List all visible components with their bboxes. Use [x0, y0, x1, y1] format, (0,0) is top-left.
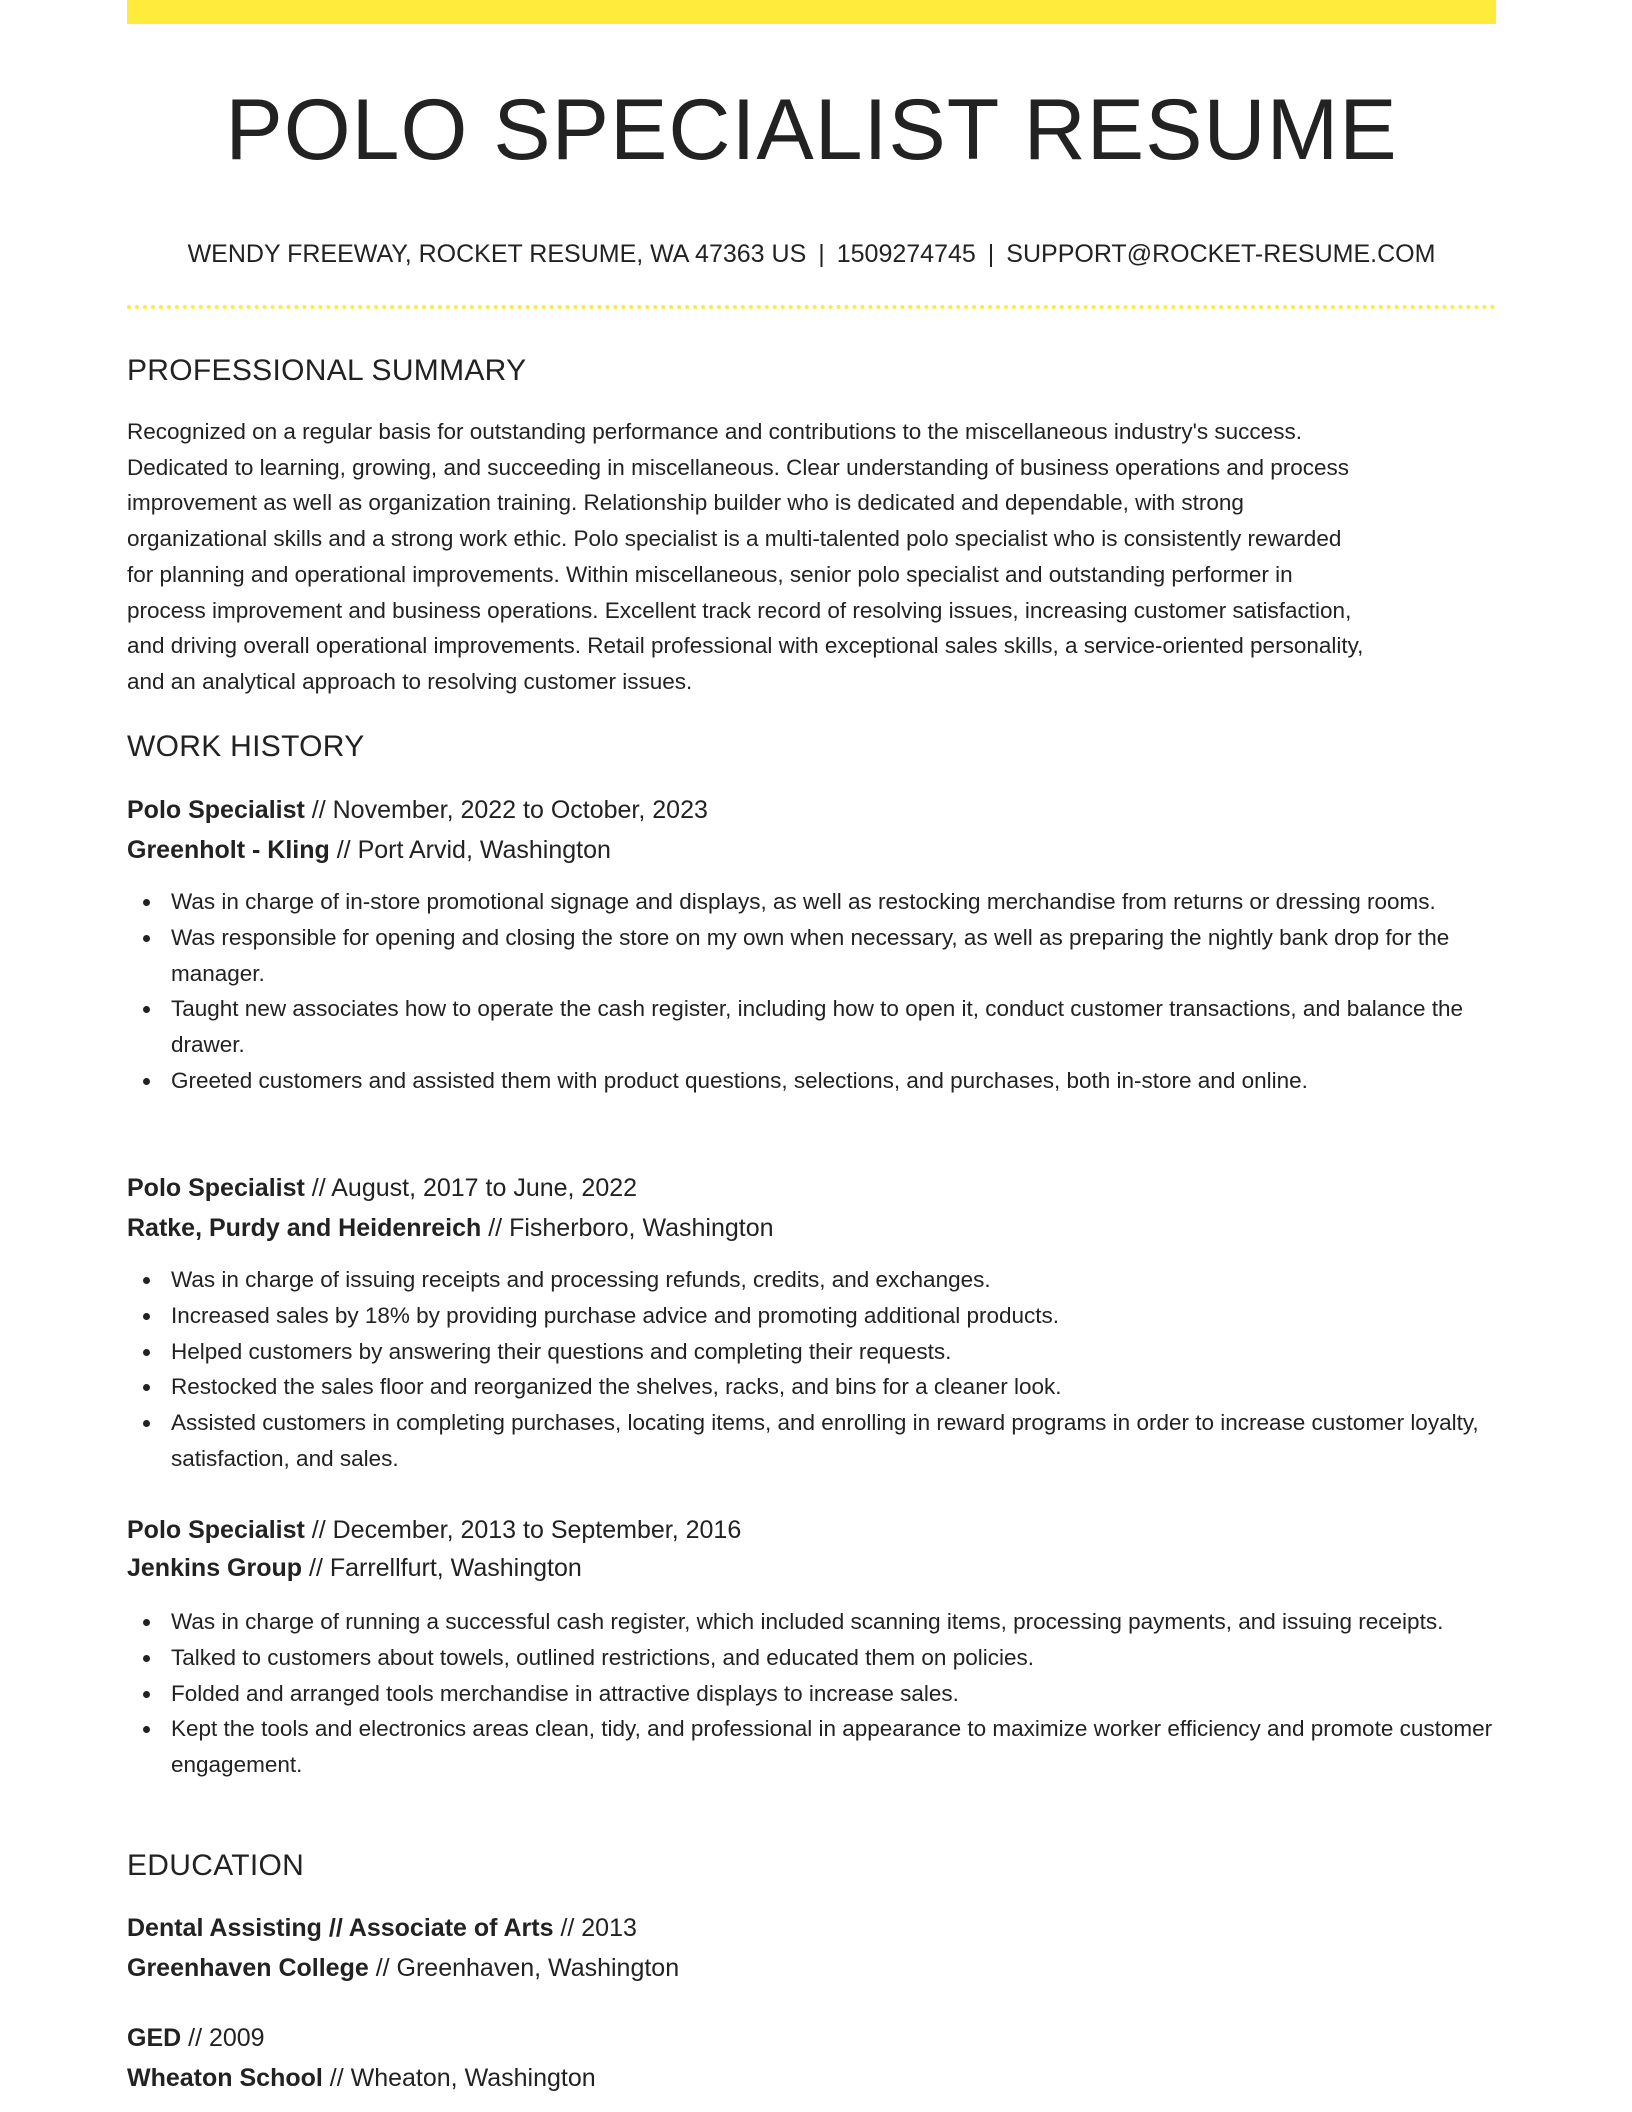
list-item: Was in charge of running a successful cash register, which included scanning items, processing payments, and issuing receipts. — [127, 1604, 1496, 1640]
education-school-line — [127, 2062, 596, 2094]
education-year: // 2013 — [553, 1914, 637, 1942]
list-item: Folded and arranged tools merchandise in attractive displays to increase sales. — [127, 1676, 1496, 1712]
education-heading: EDUCATION — [127, 1849, 305, 1882]
job-title-line — [127, 1172, 637, 1204]
job-location: // Farrellfurt, Washington — [302, 1554, 582, 1582]
job-company: Ratke, Purdy and Heidenreich — [127, 1214, 482, 1242]
job-company-line — [127, 1212, 774, 1244]
list-item: Was responsible for opening and closing the store on my own when necessary, as well as preparing the nightly bank drop for the manager. — [127, 920, 1496, 992]
summary-heading: PROFESSIONAL SUMMARY — [127, 354, 527, 387]
list-item: Assisted customers in completing purchases, locating items, and enrolling in reward programs in order to increase customer loyalty, satisfaction, and sales. — [127, 1405, 1496, 1477]
job-location: // Port Arvid, Washington — [329, 836, 611, 864]
summary-line: process improvement and business operations. Excellent track record of resolving issues, increasing customer satisfaction, — [127, 597, 1352, 623]
resume-title: POLO SPECIALIST RESUME — [225, 82, 1398, 178]
list-item: Taught new associates how to operate the cash register, including how to open it, conduct customer transactions, and balance the drawer. — [127, 991, 1496, 1063]
summary-line: and an analytical approach to resolving customer issues. — [127, 668, 693, 694]
job-title-line — [127, 794, 708, 826]
accent-top-bar — [127, 0, 1496, 24]
list-item: Increased sales by 18% by providing purchase advice and promoting additional products. — [127, 1298, 1496, 1334]
work-history-heading: WORK HISTORY — [127, 730, 365, 763]
job-bullets — [127, 884, 1496, 1099]
summary-line: improvement as well as organization training. Relationship builder who is dedicated and dependable, with strong — [127, 490, 1244, 516]
contact-email: SUPPORT@ROCKET-RESUME.COM — [1006, 240, 1436, 268]
job-role: Polo Specialist — [127, 1516, 305, 1544]
contact-separator: | — [987, 240, 995, 268]
contact-address: WENDY FREEWAY, ROCKET RESUME, WA 47363 US — [187, 240, 807, 268]
list-item: Talked to customers about towels, outlined restrictions, and educated them on policies. — [127, 1640, 1496, 1676]
job-bullets — [127, 1262, 1496, 1477]
list-item: Was in charge of in-store promotional signage and displays, as well as restocking merchandise from returns or dressing rooms. — [127, 884, 1496, 920]
education-degree: Dental Assisting // Associate of Arts — [127, 1914, 554, 1942]
education-degree: GED — [127, 2024, 182, 2052]
job-role: Polo Specialist — [127, 1174, 305, 1202]
list-item: Restocked the sales floor and reorganized the shelves, racks, and bins for a cleaner look. — [127, 1369, 1496, 1405]
list-item: Greeted customers and assisted them with product questions, selections, and purchases, both in-store and online. — [127, 1063, 1496, 1099]
contact-separator: | — [818, 240, 825, 268]
job-title-line — [127, 1514, 741, 1546]
summary-line: and driving overall operational improvements. Retail professional with exceptional sales skills, a service-oriented personality, — [127, 633, 1364, 659]
education-degree-line — [127, 2022, 265, 2054]
job-location: // Fisherboro, Washington — [481, 1214, 774, 1242]
list-item: Kept the tools and electronics areas clean, tidy, and professional in appearance to maximize worker efficiency and promote customer engagement. — [127, 1711, 1496, 1783]
education-school: Wheaton School — [127, 2064, 323, 2092]
job-dates: // December, 2013 to September, 2016 — [304, 1516, 742, 1544]
job-dates: // November, 2022 to October, 2023 — [304, 796, 708, 824]
summary-line: Dedicated to learning, growing, and succeeding in miscellaneous. Clear understanding of business operations and process — [127, 454, 1349, 480]
summary-line: organizational skills and a strong work ethic. Polo specialist is a multi-talented polo specialist who is consistently rewarded — [127, 526, 1342, 552]
job-bullets — [127, 1604, 1496, 1783]
summary-line: for planning and operational improvements. Within miscellaneous, senior polo specialist and outstanding performer in — [127, 561, 1293, 587]
contact-phone: 1509274745 — [836, 240, 976, 268]
job-company-line — [127, 1552, 582, 1584]
list-item: Was in charge of issuing receipts and processing refunds, credits, and exchanges. — [127, 1262, 1496, 1298]
education-school: Greenhaven College — [127, 1954, 369, 1982]
summary-text — [127, 414, 1496, 700]
education-location: // Greenhaven, Washington — [368, 1954, 680, 1982]
education-school-line — [127, 1952, 679, 1984]
summary-line: Recognized on a regular basis for outstanding performance and contributions to the miscellaneous industry's success. — [127, 419, 1302, 444]
job-company: Jenkins Group — [127, 1554, 303, 1582]
dotted-divider — [127, 305, 1496, 309]
education-location: // Wheaton, Washington — [322, 2064, 596, 2092]
list-item: Helped customers by answering their questions and completing their requests. — [127, 1334, 1496, 1370]
job-company-line — [127, 834, 611, 866]
job-company: Greenholt - Kling — [127, 836, 330, 864]
education-year: // 2009 — [181, 2024, 265, 2052]
job-dates: // August, 2017 to June, 2022 — [304, 1174, 638, 1202]
job-role: Polo Specialist — [127, 796, 305, 824]
education-degree-line — [127, 1912, 637, 1944]
contact-line — [127, 238, 1496, 270]
